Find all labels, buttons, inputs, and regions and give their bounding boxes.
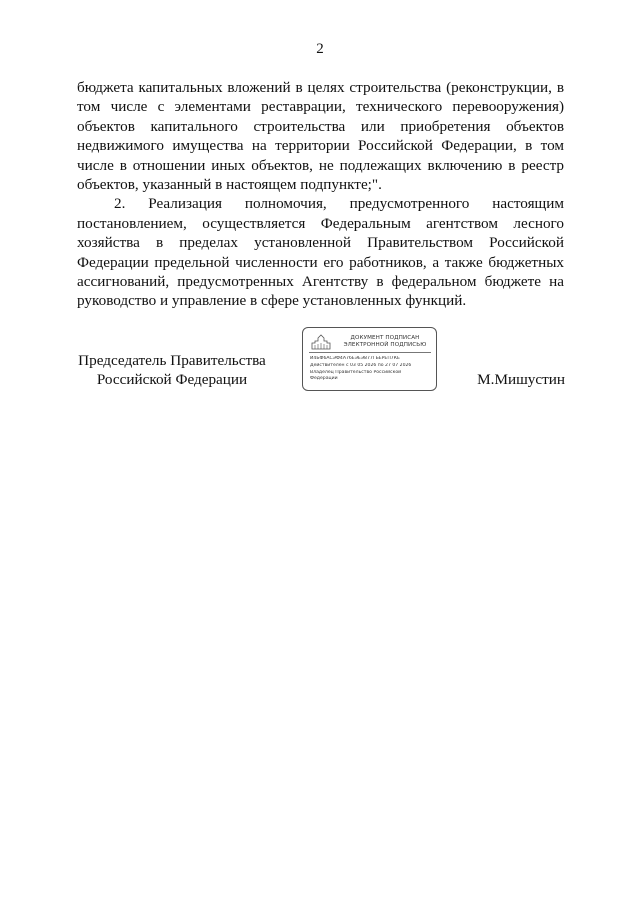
stamp-owner-line-2: Федерации bbox=[310, 376, 338, 381]
stamp-owner-line-1: Владелец Правительство Российской bbox=[310, 370, 402, 375]
stamp-divider bbox=[309, 352, 431, 353]
paragraph-item-2: 2. Реализация полномочия, предусмотренного настоящим постановлением, осуществляется Федеральным агентством лесного хозяйства в пределах установленной Правительством Российской Федерации предельной численности его работников, а также бюджетных ассигнований, предусмотренных Агентству в федеральном бюджете на руководство и управление в сфере установленных функций. bbox=[77, 195, 564, 310]
document-body bbox=[77, 78, 564, 311]
stamp-title-line-2: ЭЛЕКТРОННОЙ ПОДПИСЬЮ bbox=[343, 342, 427, 348]
electronic-signature-stamp bbox=[302, 327, 437, 391]
paragraph-continuation: бюджета капитальных вложений в целях строительства (реконструкции, в том числе с элементами реставрации, технического перевооружения) объектов капитального строительства или приобретения объектов недвижимого имущества на территории Российской Федерации, в том числе в отношении иных объектов, не подлежащих включению в реестр объектов, указанный в настоящем подпункте;". bbox=[77, 79, 564, 194]
stamp-validity: Действителен с 03 05 2026 по 27 07 2026 bbox=[310, 363, 412, 368]
signatory-position-line-2: Российской Федерации bbox=[96, 371, 248, 388]
signatory-position bbox=[76, 351, 268, 389]
stamp-certificate: И4БФ6АСЭФ4А76ЕЭЕЭ877ГБЕРЕП7КЕ bbox=[310, 356, 400, 361]
emblem-icon bbox=[310, 334, 332, 350]
stamp-title bbox=[336, 335, 434, 349]
page-number: 2 bbox=[316, 41, 324, 57]
signatory-name: М.Мишустин bbox=[477, 371, 565, 388]
signatory-position-line-1: Председатель Правительства bbox=[78, 352, 266, 369]
stamp-title-line-1: ДОКУМЕНТ ПОДПИСАН bbox=[350, 335, 420, 341]
